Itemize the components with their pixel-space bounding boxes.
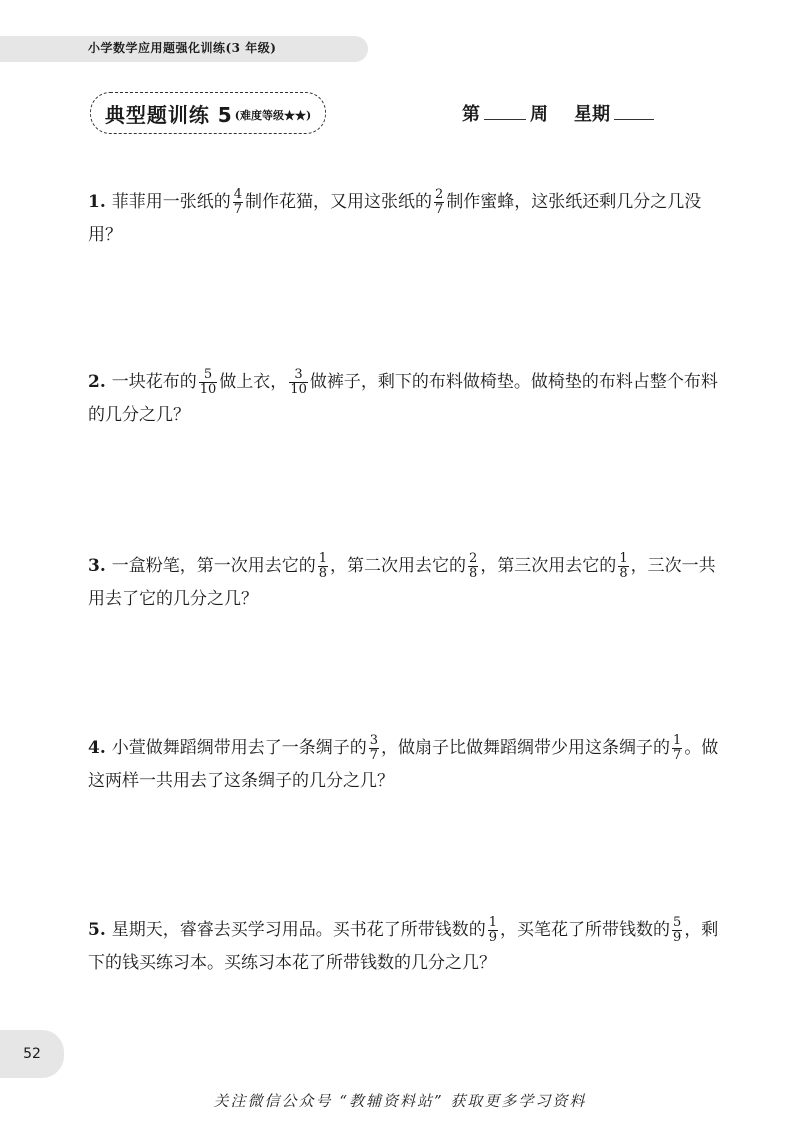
denominator: 7 [673, 748, 682, 763]
denominator: 10 [199, 382, 217, 397]
problem-text: 制作花猫，又用这张纸的 [245, 192, 433, 212]
book-title: 小学数学应用题强化训练(3 年级) [88, 41, 277, 55]
numerator: 2 [469, 551, 478, 567]
denominator: 8 [619, 566, 628, 581]
problem-number: 5. [88, 920, 106, 940]
numerator: 2 [435, 187, 444, 203]
denominator: 8 [318, 566, 328, 581]
fraction [468, 552, 478, 580]
problem-text: ，第二次用去它的 [330, 556, 467, 576]
numerator: 3 [369, 733, 379, 749]
weekday-blank[interactable] [614, 103, 654, 120]
numerator: 5 [673, 915, 682, 931]
fraction [233, 188, 243, 216]
fraction [618, 552, 628, 580]
denominator: 9 [488, 930, 498, 945]
difficulty-label: (难度等级★★) [234, 109, 312, 122]
problem-text: 。做这两样一共用去了这条绸子的几分之几？ [88, 738, 719, 792]
problem-2 [88, 366, 728, 432]
numerator: 5 [203, 367, 213, 383]
fraction [434, 188, 444, 216]
denominator: 8 [469, 566, 478, 581]
week-label: 第 [462, 104, 480, 125]
problem-text: ，三次一共用去了它的几分之几？ [88, 556, 716, 610]
section-title: 典型题训练 5 [104, 102, 233, 127]
problem-text: ，做扇子比做舞蹈绸带少用这条绸子的 [381, 738, 671, 758]
problem-5 [88, 914, 728, 980]
problem-text: 星期天，睿睿去买学习用品。买书花了所带钱数的 [111, 920, 486, 940]
denominator: 10 [290, 382, 307, 397]
fraction [369, 734, 379, 762]
fraction [289, 368, 308, 396]
problem-text: ，第三次用去它的 [480, 556, 617, 576]
week-blank[interactable] [484, 103, 526, 120]
denominator: 7 [369, 748, 379, 763]
numerator: 4 [233, 187, 243, 203]
denominator: 9 [673, 930, 682, 945]
fraction [318, 552, 328, 580]
problem-number: 4. [88, 738, 106, 758]
numerator: 3 [294, 367, 303, 383]
weekday-label: 星期 [574, 104, 610, 125]
numerator: 1 [318, 551, 328, 567]
numerator: 1 [488, 915, 498, 931]
problem-3 [88, 550, 728, 616]
fraction [488, 916, 498, 944]
problem-text: 小萱做舞蹈绸带用去了一条绸子的 [111, 738, 367, 758]
fraction [672, 916, 682, 944]
problem-text: 一盒粉笔，第一次用去它的 [111, 556, 316, 576]
problem-text: ，买笔花了所带钱数的 [500, 920, 671, 940]
problem-text: 菲菲用一张纸的 [111, 192, 231, 212]
problem-text: 做裤子，剩下的布料做椅垫。做椅垫的布料占整个布料的几分之几？ [88, 372, 718, 426]
problem-text: 一块花布的 [111, 372, 197, 392]
denominator: 7 [435, 202, 444, 217]
problem-number: 3. [88, 556, 106, 576]
problem-text: 做上衣， [219, 372, 288, 392]
problem-number: 1. [88, 192, 106, 212]
problem-number: 2. [88, 372, 106, 392]
week-info [462, 100, 654, 126]
problem-1 [88, 186, 728, 252]
footer-note: 关注微信公众号 “教辅资料站” 获取更多学习资料 [213, 1092, 587, 1110]
numerator: 1 [619, 551, 628, 567]
numerator: 1 [673, 733, 682, 749]
problem-text: 制作蜜蜂，这张纸还剩几分之几没用？ [88, 192, 702, 246]
section-title-box [90, 92, 326, 134]
fraction [672, 734, 682, 762]
problem-text: ，剩下的钱买练习本。买练习本花了所带钱数的几分之几？ [88, 920, 719, 974]
denominator: 7 [233, 202, 243, 217]
week-unit: 周 [530, 104, 548, 125]
page-number: 52 [0, 1030, 64, 1078]
problem-4 [88, 732, 728, 798]
fraction [199, 368, 218, 396]
